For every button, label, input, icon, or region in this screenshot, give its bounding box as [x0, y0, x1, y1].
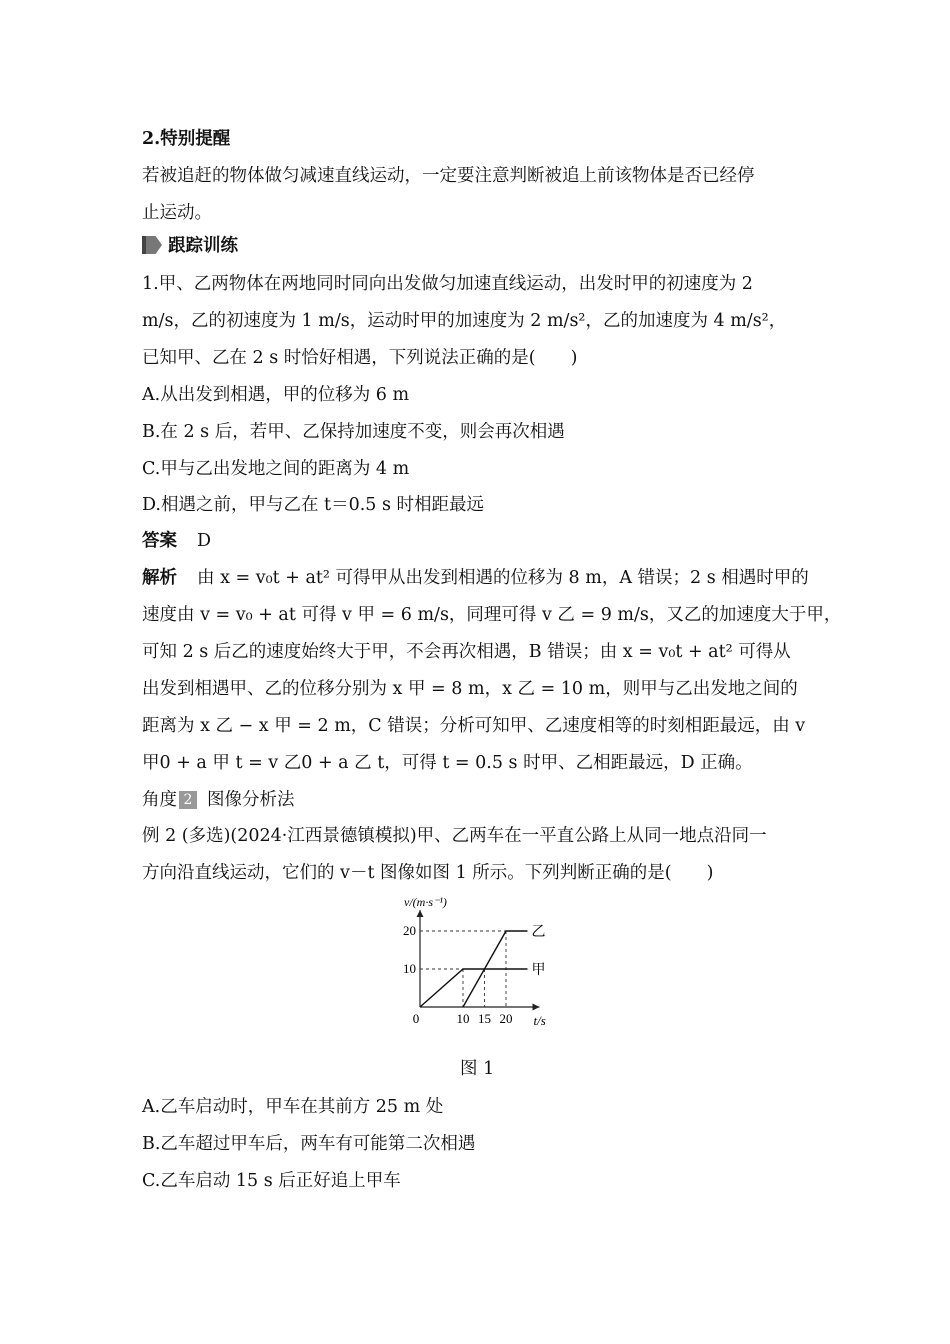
- analysis-text-1: 由 x = v₀t + at² 可得甲从出发到相遇的位移为 8 m，A 错误；2 s 相遇时甲的: [197, 568, 809, 588]
- angle-prefix: 角度: [142, 790, 177, 810]
- example-2-line-2: 方向沿直线运动，它们的 v－t 图像如图 1 所示。下列判断正确的是( ): [142, 863, 714, 883]
- origin-label: 0: [412, 1011, 420, 1026]
- x-tick-label: 15: [478, 1011, 491, 1026]
- analysis-line-1: [142, 567, 809, 589]
- analysis-line-2: 速度由 v = v₀ + at 可得 v 甲 = 6 m/s，同理可得 v 乙 = 9 m/s，又乙的加速度大于甲，: [142, 605, 842, 625]
- vt-chart: [380, 892, 580, 1032]
- angle-number-badge: 2: [179, 791, 197, 809]
- series-label-jia: 甲: [531, 963, 546, 978]
- question-1-option-c: C.甲与乙出发地之间的距离为 4 m: [142, 459, 410, 479]
- x-axis-label: t/s: [533, 1013, 546, 1028]
- y-tick-label: 20: [403, 923, 416, 938]
- x-tick-label: 20: [499, 1011, 513, 1026]
- series-label-yi: 乙: [531, 925, 546, 940]
- reminder-text-line-2: 止运动。: [142, 203, 212, 223]
- reminder-text-line-1: 若被追赶的物体做匀减速直线运动，一定要注意判断被追上前该物体是否已经停: [142, 166, 755, 186]
- analysis-line-4: 出发到相遇甲、乙的位移分别为 x 甲 = 8 m，x 乙 = 10 m，则甲与乙出发地之间的: [142, 679, 798, 699]
- analysis-label: 解析: [142, 568, 177, 588]
- analysis-line-3: 可知 2 s 后乙的速度始终大于甲，不会再次相遇，B 错误；由 x = v₀t + at² 可得从: [142, 642, 791, 662]
- angle-heading: [142, 789, 295, 811]
- y-axis-label: v/(m·s⁻¹): [404, 895, 447, 909]
- question-1-option-a: A.从出发到相遇，甲的位移为 6 m: [142, 385, 410, 405]
- answer-label: 答案: [142, 531, 177, 551]
- example-2-line-1: 例 2 (多选)(2024·江西景德镇模拟)甲、乙两车在一平直公路上从同一地点沿同一: [142, 826, 767, 846]
- practice-header: [142, 235, 238, 257]
- x-tick-label: 10: [456, 1011, 470, 1026]
- y-tick-label: 10: [403, 961, 416, 976]
- example-2-option-c: C.乙车启动 15 s 后正好追上甲车: [142, 1171, 401, 1191]
- angle-title: 图像分析法: [207, 790, 295, 810]
- section-heading-special-reminder: 2.特别提醒: [142, 129, 231, 149]
- question-1-line-1: 1.甲、乙两物体在两地同时同向出发做匀加速直线运动，出发时甲的初速度为 2: [142, 274, 753, 294]
- analysis-line-6: 甲0 + a 甲 t = v 乙0 + a 乙 t，可得 t = 0.5 s 时甲、乙相距最远，D 正确。: [142, 753, 753, 773]
- example-2-option-a: A.乙车启动时，甲车在其前方 25 m 处: [142, 1097, 444, 1117]
- answer-row: [142, 530, 211, 552]
- example-2-option-b: B.乙车超过甲车后，两车有可能第二次相遇: [142, 1134, 476, 1154]
- practice-heading: 跟踪训练: [168, 236, 238, 256]
- analysis-line-5: 距离为 x 乙 − x 甲 = 2 m，C 错误；分析可知甲、乙速度相等的时刻相距最远，由 v: [142, 716, 806, 736]
- answer-value: D: [197, 531, 212, 551]
- question-1-line-2: m/s，乙的初速度为 1 m/s，运动时甲的加速度为 2 m/s²，乙的加速度为 4 m/s²，: [142, 311, 787, 331]
- question-1-option-d: D.相遇之前，甲与乙在 t＝0.5 s 时相距最远: [142, 495, 485, 515]
- section-marker-icon-2: [146, 236, 162, 254]
- question-1-option-b: B.在 2 s 后，若甲、乙保持加速度不变，则会再次相遇: [142, 422, 565, 442]
- question-1-line-3: 已知甲、乙在 2 s 时恰好相遇，下列说法正确的是( ): [142, 348, 578, 368]
- figure-caption: 图 1: [460, 1059, 495, 1079]
